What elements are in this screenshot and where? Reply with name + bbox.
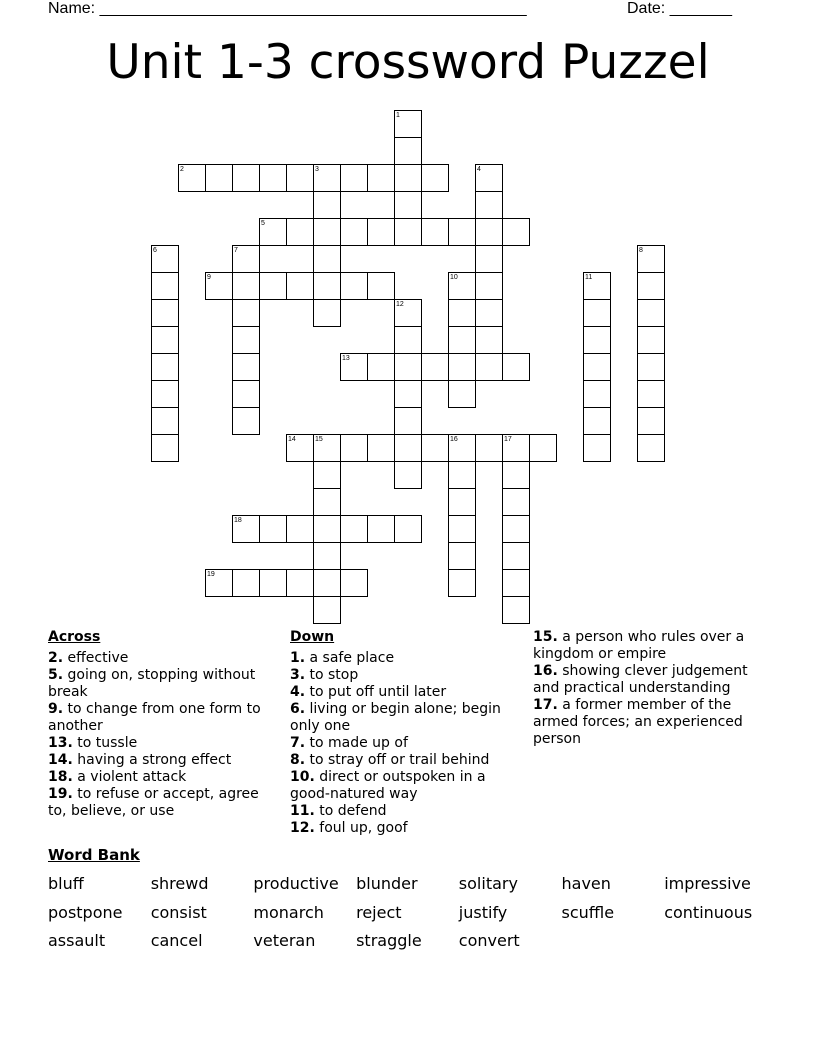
clue-number: 19. [48, 786, 73, 802]
crossword-cell[interactable] [394, 164, 422, 192]
clue-number: 19 [207, 571, 215, 578]
crossword-cell[interactable] [151, 434, 179, 462]
crossword-cell[interactable] [259, 218, 287, 246]
crossword-cell[interactable] [448, 299, 476, 327]
crossword-cell[interactable] [259, 515, 287, 543]
clue-number: 17. [533, 697, 558, 713]
crossword-cell[interactable] [313, 218, 341, 246]
crossword-cell[interactable] [448, 515, 476, 543]
crossword-cell[interactable] [637, 353, 665, 381]
crossword-cell[interactable] [286, 164, 314, 192]
crossword-cell[interactable] [313, 488, 341, 516]
crossword-cell[interactable] [448, 380, 476, 408]
across-clues [48, 629, 280, 820]
crossword-cell[interactable] [313, 569, 341, 597]
crossword-cell[interactable] [367, 218, 395, 246]
crossword-cell[interactable] [637, 272, 665, 300]
clue-number: 13. [48, 735, 73, 751]
crossword-cell[interactable] [259, 272, 287, 300]
crossword-cell[interactable] [421, 164, 449, 192]
clue-text: to stop [305, 667, 359, 683]
crossword-cell[interactable] [340, 353, 368, 381]
crossword-cell[interactable] [475, 245, 503, 273]
down-clue [290, 650, 522, 667]
down-clue [290, 820, 522, 837]
clue-text: to defend [314, 803, 387, 819]
down-clue [290, 735, 522, 752]
clue-number: 9 [207, 274, 211, 281]
crossword-cell[interactable] [448, 461, 476, 489]
word-bank-word: continuous [664, 902, 753, 922]
clue-number: 7 [234, 247, 238, 254]
crossword-cell[interactable] [502, 569, 530, 597]
crossword-cell[interactable] [502, 218, 530, 246]
crossword-cell[interactable] [367, 272, 395, 300]
clue-text: having a strong effect [72, 752, 232, 768]
crossword-cell[interactable] [151, 353, 179, 381]
clue-text: a person who rules over a kingdom or empire [533, 629, 745, 662]
clue-number: 8 [639, 247, 643, 254]
crossword-cell[interactable] [583, 299, 611, 327]
crossword-cell[interactable] [259, 569, 287, 597]
crossword-cell[interactable] [394, 191, 422, 219]
word-bank-word: shrewd [150, 874, 209, 893]
word-bank-word: straggle [356, 931, 422, 950]
crossword-cell[interactable] [394, 515, 422, 543]
clue-text: to refuse or accept, agree to, believe, or use [48, 786, 259, 819]
crossword-cell[interactable] [394, 137, 422, 165]
clue-number: 12 [396, 301, 404, 308]
clue-text: going on, stopping without break [48, 667, 256, 700]
crossword-cell[interactable] [313, 542, 341, 570]
name-field[interactable]: Name: ________________________________________________ [48, 0, 527, 17]
word-bank-word: bluff [48, 874, 84, 893]
crossword-cell[interactable] [502, 353, 530, 381]
crossword-cell[interactable] [394, 353, 422, 381]
clue-number: 8. [290, 752, 306, 768]
crossword-cell[interactable] [232, 569, 260, 597]
crossword-cell[interactable] [583, 380, 611, 408]
clue-number: 5. [48, 667, 64, 683]
down-clue [290, 667, 522, 684]
page-title: Unit 1-3 crossword Puzzel [106, 35, 710, 90]
crossword-cell[interactable] [367, 434, 395, 462]
clue-text: to change from one form to another [48, 701, 261, 734]
crossword-cell[interactable] [502, 542, 530, 570]
clue-text: to put off until later [305, 684, 447, 700]
crossword-cell[interactable] [313, 434, 341, 462]
word-bank-word: productive [253, 874, 339, 893]
clue-number: 3. [290, 667, 306, 683]
crossword-cell[interactable] [340, 434, 368, 462]
crossword-cell[interactable] [475, 326, 503, 354]
crossword-cell[interactable] [637, 434, 665, 462]
word-bank-word: assault [48, 931, 106, 950]
crossword-cell[interactable] [151, 299, 179, 327]
crossword-cell[interactable] [475, 299, 503, 327]
down-clue [533, 697, 773, 748]
down-clue [290, 684, 522, 701]
crossword-cell[interactable] [232, 326, 260, 354]
across-clue [48, 667, 280, 701]
crossword-cell[interactable] [448, 434, 476, 462]
crossword-cell[interactable] [340, 515, 368, 543]
crossword-cell[interactable] [448, 218, 476, 246]
word-bank-word: postpone [48, 902, 123, 922]
crossword-cell[interactable] [232, 245, 260, 273]
word-bank-word: monarch [253, 902, 324, 922]
clue-number: 14. [48, 752, 73, 768]
down-clue [290, 769, 522, 803]
crossword-cell[interactable] [475, 353, 503, 381]
crossword-cell[interactable] [502, 434, 530, 462]
crossword-cell[interactable] [529, 434, 557, 462]
clue-number: 6 [153, 247, 157, 254]
crossword-cell[interactable] [448, 272, 476, 300]
down-heading: Down [290, 629, 335, 645]
crossword-cell[interactable] [448, 569, 476, 597]
crossword-cell[interactable] [502, 488, 530, 516]
clue-number: 4 [477, 166, 481, 173]
clue-number: 6. [290, 701, 306, 717]
clue-text: showing clever judgement and practical understanding [533, 663, 748, 696]
crossword-cell[interactable] [394, 380, 422, 408]
word-bank-word: impressive [664, 874, 751, 893]
word-bank-word: justify [458, 902, 508, 922]
crossword-cell[interactable] [286, 272, 314, 300]
crossword-cell[interactable] [367, 164, 395, 192]
across-clue [48, 701, 280, 735]
clue-text: to stray off or trail behind [305, 752, 490, 768]
clue-number: 12. [290, 820, 315, 836]
clue-number: 10 [450, 274, 458, 281]
crossword-cell[interactable] [637, 299, 665, 327]
crossword-cell[interactable] [502, 461, 530, 489]
word-bank-word: scuffle [561, 902, 615, 922]
clue-number: 3 [315, 166, 319, 173]
clue-number: 16 [450, 436, 458, 443]
crossword-cell[interactable] [286, 569, 314, 597]
crossword-cell[interactable] [313, 515, 341, 543]
clue-text: to made up of [305, 735, 408, 751]
crossword-cell[interactable] [340, 218, 368, 246]
word-bank-word: consist [150, 902, 207, 922]
crossword-cell[interactable] [232, 353, 260, 381]
date-field[interactable]: Date: _______ [627, 0, 732, 17]
word-bank-heading: Word Bank [48, 846, 140, 864]
clue-text: a former member of the armed forces; an experienced person [533, 697, 743, 747]
clue-number: 15. [533, 629, 558, 645]
crossword-cell[interactable] [205, 272, 233, 300]
clue-number: 7. [290, 735, 306, 751]
clue-number: 5 [261, 220, 265, 227]
crossword-cell[interactable] [448, 353, 476, 381]
down-clue [533, 663, 773, 697]
crossword-cell[interactable] [313, 461, 341, 489]
crossword-cell[interactable] [367, 515, 395, 543]
crossword-cell[interactable] [475, 191, 503, 219]
crossword-cell[interactable] [475, 272, 503, 300]
clue-number: 18 [234, 517, 242, 524]
clue-number: 1. [290, 650, 306, 666]
clue-text: foul up, goof [314, 820, 408, 836]
crossword-cell[interactable] [421, 218, 449, 246]
crossword-cell[interactable] [340, 164, 368, 192]
crossword-cell[interactable] [232, 515, 260, 543]
crossword-cell[interactable] [448, 542, 476, 570]
across-heading: Across [48, 629, 101, 645]
clue-text: effective [63, 650, 129, 666]
clue-number: 2 [180, 166, 184, 173]
crossword-cell[interactable] [151, 272, 179, 300]
down-clue [533, 629, 773, 663]
crossword-cell[interactable] [313, 191, 341, 219]
crossword-cell[interactable] [421, 353, 449, 381]
clue-number: 11 [585, 274, 593, 281]
crossword-cell[interactable] [637, 245, 665, 273]
crossword-cell[interactable] [151, 380, 179, 408]
across-clue [48, 786, 280, 820]
crossword-cell[interactable] [340, 272, 368, 300]
word-bank-word: solitary [458, 874, 518, 893]
crossword-cell[interactable] [313, 299, 341, 327]
crossword-cell[interactable] [394, 461, 422, 489]
clue-number: 4. [290, 684, 306, 700]
crossword-cell[interactable] [583, 272, 611, 300]
clue-number: 1 [396, 112, 400, 119]
crossword-cell[interactable] [151, 407, 179, 435]
crossword-cell[interactable] [583, 434, 611, 462]
word-bank-word: convert [458, 931, 520, 950]
crossword-cell[interactable] [313, 245, 341, 273]
clue-text: a violent attack [72, 769, 187, 785]
crossword-cell[interactable] [394, 299, 422, 327]
crossword-cell[interactable] [421, 434, 449, 462]
clue-number: 15 [315, 436, 323, 443]
clue-number: 9. [48, 701, 64, 717]
across-clue [48, 769, 280, 786]
crossword-cell[interactable] [583, 326, 611, 354]
word-bank-word: blunder [356, 874, 418, 893]
down-clue [290, 803, 522, 820]
crossword-cell[interactable] [340, 569, 368, 597]
crossword-cell[interactable] [448, 488, 476, 516]
crossword-cell[interactable] [583, 353, 611, 381]
clue-text: to tussle [72, 735, 138, 751]
crossword-cell[interactable] [502, 515, 530, 543]
word-bank-word: veteran [253, 931, 316, 950]
clue-number: 13 [342, 355, 350, 362]
crossword-cell[interactable] [232, 299, 260, 327]
clue-text: living or begin alone; begin only one [290, 701, 501, 734]
clue-text: a safe place [305, 650, 395, 666]
crossword-cell[interactable] [583, 407, 611, 435]
crossword-cell[interactable] [637, 380, 665, 408]
clue-number: 14 [288, 436, 296, 443]
crossword-cell[interactable] [394, 218, 422, 246]
across-clue [48, 650, 280, 667]
crossword-cell[interactable] [259, 164, 287, 192]
crossword-cell[interactable] [475, 434, 503, 462]
clue-number: 2. [48, 650, 64, 666]
crossword-cell[interactable] [286, 434, 314, 462]
word-bank-word: cancel [150, 931, 203, 950]
crossword-cell[interactable] [367, 353, 395, 381]
across-clue [48, 752, 280, 769]
crossword-cell[interactable] [475, 164, 503, 192]
crossword-cell[interactable] [394, 434, 422, 462]
word-bank-word: reject [356, 902, 402, 922]
word-bank-word: haven [561, 874, 611, 893]
crossword-cell[interactable] [394, 326, 422, 354]
clue-number: 16. [533, 663, 558, 679]
down-clues-continued [533, 629, 773, 748]
crossword-cell[interactable] [475, 218, 503, 246]
crossword-cell[interactable] [394, 110, 422, 138]
crossword-cell[interactable] [151, 326, 179, 354]
crossword-cell[interactable] [313, 272, 341, 300]
crossword-cell[interactable] [232, 164, 260, 192]
across-clue [48, 735, 280, 752]
crossword-cell[interactable] [637, 407, 665, 435]
crossword-cell[interactable] [232, 407, 260, 435]
crossword-cell[interactable] [637, 326, 665, 354]
crossword-cell[interactable] [502, 596, 530, 624]
down-clues [290, 629, 522, 837]
crossword-cell[interactable] [313, 164, 341, 192]
clue-number: 17 [504, 436, 512, 443]
crossword-cell[interactable] [205, 164, 233, 192]
clue-number: 18. [48, 769, 73, 785]
crossword-cell[interactable] [205, 569, 233, 597]
crossword-cell[interactable] [232, 272, 260, 300]
clue-number: 10. [290, 769, 315, 785]
crossword-cell[interactable] [232, 380, 260, 408]
crossword-cell[interactable] [313, 596, 341, 624]
crossword-cell[interactable] [394, 407, 422, 435]
crossword-cell[interactable] [286, 218, 314, 246]
down-clue [290, 701, 522, 735]
crossword-cell[interactable] [178, 164, 206, 192]
clue-number: 11. [290, 803, 315, 819]
crossword-cell[interactable] [286, 515, 314, 543]
down-clue [290, 752, 522, 769]
crossword-cell[interactable] [448, 326, 476, 354]
crossword-cell[interactable] [151, 245, 179, 273]
clue-text: direct or outspoken in a good-natured way [290, 769, 486, 802]
